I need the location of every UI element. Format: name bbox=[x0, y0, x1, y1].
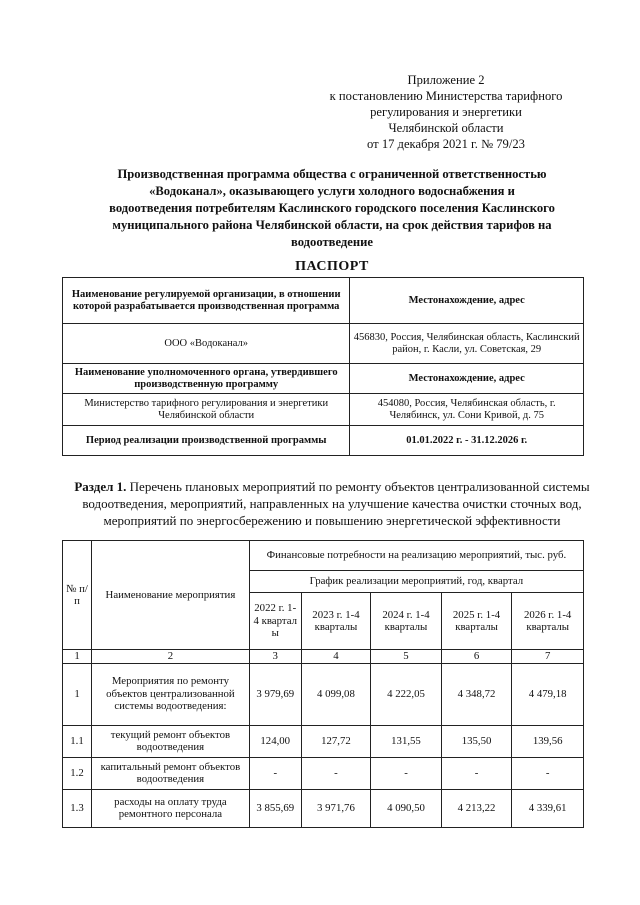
events-table bbox=[62, 540, 584, 828]
row-value: 4 222,05 bbox=[371, 663, 442, 725]
authority-location-header-cell: Местонахождение, адрес bbox=[350, 364, 584, 394]
location-header-cell: Местонахождение, адрес bbox=[350, 278, 584, 324]
appendix-header bbox=[300, 72, 592, 152]
row-value: 139,56 bbox=[512, 725, 584, 757]
row-name: текущий ремонт объектов водоотведения bbox=[92, 725, 250, 757]
row-value: 4 213,22 bbox=[441, 789, 512, 827]
index-cell: 2 bbox=[92, 650, 250, 664]
row-value: - bbox=[249, 757, 301, 789]
table-row bbox=[63, 725, 584, 757]
passport-table bbox=[62, 277, 584, 456]
row-num: 1.3 bbox=[63, 789, 92, 827]
row-value: 4 348,72 bbox=[441, 663, 512, 725]
title-line: Производственная программа общества с ограниченной ответственностью bbox=[117, 167, 547, 181]
appendix-line: регулирования и энергетики bbox=[370, 105, 522, 119]
org-name-cell: ООО «Водоканал» bbox=[63, 324, 350, 364]
authority-name-cell: Министерство тарифного регулирования и энергетики Челябинской области bbox=[63, 394, 350, 426]
row-value: 3 971,76 bbox=[301, 789, 371, 827]
row-value: 131,55 bbox=[371, 725, 442, 757]
table-row bbox=[63, 663, 584, 725]
table-row bbox=[63, 757, 584, 789]
index-cell: 4 bbox=[301, 650, 371, 664]
row-name: расходы на оплату труда ремонтного персонала bbox=[92, 789, 250, 827]
passport-heading: ПАСПОРТ bbox=[295, 259, 369, 274]
index-cell: 6 bbox=[441, 650, 512, 664]
index-cell: 5 bbox=[371, 650, 442, 664]
row-value: - bbox=[512, 757, 584, 789]
row-num: 1.2 bbox=[63, 757, 92, 789]
index-cell: 3 bbox=[249, 650, 301, 664]
row-value: - bbox=[441, 757, 512, 789]
row-value: - bbox=[371, 757, 442, 789]
row-name: Мероприятия по ремонту объектов централизованной системы водоотведения: bbox=[92, 663, 250, 725]
schedule-header: График реализации мероприятий, год, квартал bbox=[249, 571, 583, 593]
row-value: 124,00 bbox=[249, 725, 301, 757]
title-line: водоотведение bbox=[291, 235, 373, 249]
section-text: Перечень плановых мероприятий по ремонту объектов централизованной системы водоотведения, мероприятий, направленных на улучшение качества очистки сточных вод, мероприятий по энергосбережению и повышению энергетической эффективности bbox=[82, 479, 590, 528]
row-value: 3 979,69 bbox=[249, 663, 301, 725]
appendix-line: к постановлению Министерства тарифного bbox=[329, 89, 563, 103]
row-value: - bbox=[301, 757, 371, 789]
authority-address-cell: 454080, Россия, Челябинская область, г. Челябинск, ул. Сони Кривой, д. 75 bbox=[350, 394, 584, 426]
row-value: 4 479,18 bbox=[512, 663, 584, 725]
appendix-line: Челябинской области bbox=[388, 121, 504, 135]
title-line: «Водоканал», оказывающего услуги холодного водоснабжения и bbox=[149, 184, 515, 198]
org-header-cell: Наименование регулируемой организации, в отношении которой разрабатывается производственная программа bbox=[63, 278, 350, 324]
year-header: 2023 г. 1-4 кварталы bbox=[301, 593, 371, 650]
org-address-cell: 456830, Россия, Челябинская область, Каслинский район, г. Касли, ул. Советская, 29 bbox=[350, 324, 584, 364]
row-name: капитальный ремонт объектов водоотведения bbox=[92, 757, 250, 789]
section-1-heading bbox=[68, 478, 596, 529]
table-row bbox=[63, 789, 584, 827]
title-line: муниципального района Челябинской области, на срок действия тарифов на bbox=[112, 218, 552, 232]
finance-header: Финансовые потребности на реализацию мероприятий, тыс. руб. bbox=[249, 541, 583, 571]
col-name-header: Наименование мероприятия bbox=[92, 541, 250, 650]
appendix-line: Приложение 2 bbox=[407, 73, 485, 87]
col-num-header: № п/п bbox=[63, 541, 92, 650]
row-num: 1.1 bbox=[63, 725, 92, 757]
row-num: 1 bbox=[63, 663, 92, 725]
year-header: 2024 г. 1-4 кварталы bbox=[371, 593, 442, 650]
row-value: 135,50 bbox=[441, 725, 512, 757]
period-label-cell: Период реализации производственной программы bbox=[63, 426, 350, 456]
row-value: 4 090,50 bbox=[371, 789, 442, 827]
index-cell: 1 bbox=[63, 650, 92, 664]
authority-header-cell: Наименование уполномоченного органа, утвердившего производственную программу bbox=[63, 364, 350, 394]
section-label: Раздел 1. bbox=[74, 479, 127, 494]
period-value-cell: 01.01.2022 г. - 31.12.2026 г. bbox=[350, 426, 584, 456]
row-value: 4 099,08 bbox=[301, 663, 371, 725]
row-value: 127,72 bbox=[301, 725, 371, 757]
appendix-line: от 17 декабря 2021 г. № 79/23 bbox=[367, 137, 525, 151]
row-value: 3 855,69 bbox=[249, 789, 301, 827]
title-line: водоотведения потребителям Каслинского городского поселения Каслинского bbox=[109, 201, 555, 215]
year-header: 2025 г. 1-4 кварталы bbox=[441, 593, 512, 650]
index-cell: 7 bbox=[512, 650, 584, 664]
row-value: 4 339,61 bbox=[512, 789, 584, 827]
document-title bbox=[72, 166, 592, 251]
year-header: 2022 г. 1-4 квартал ы bbox=[249, 593, 301, 650]
year-header: 2026 г. 1-4 кварталы bbox=[512, 593, 584, 650]
